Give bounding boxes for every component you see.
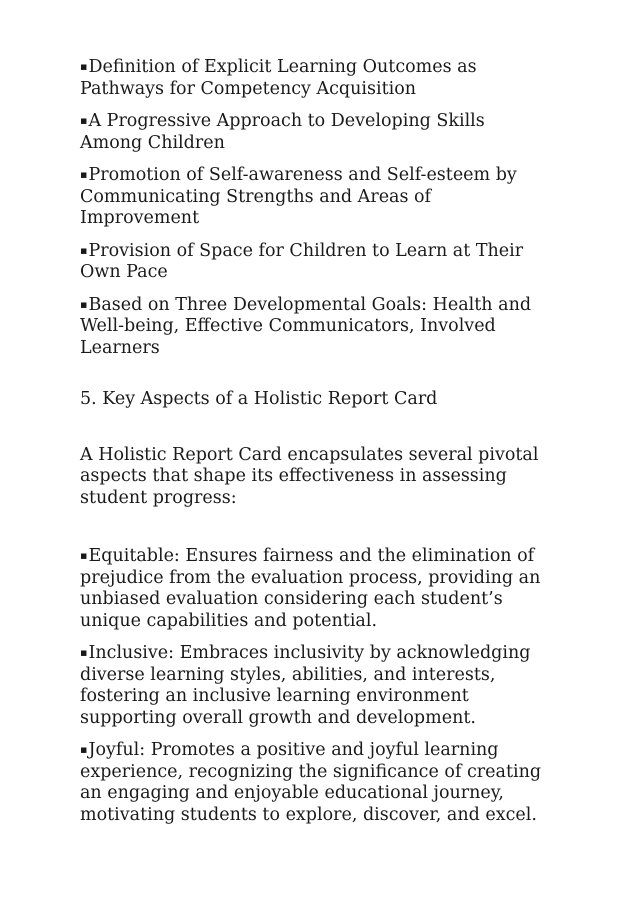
bullet-icon: ▪ [80,646,88,659]
list-item [80,240,550,284]
list-item [80,739,550,826]
list-item [80,545,550,632]
bullet-text: Inclusive: Embraces inclusivity by acknowledging diverse learning styles, abilities, and interests, fostering an inclusive learning environment supporting overall growth and development. [80,643,531,728]
intro-paragraph: A Holistic Report Card encapsulates several pivotal aspects that shape its effectiveness in assessing student progress: [80,444,539,508]
bullet-icon: ▪ [80,114,88,127]
bullet-text: Definition of Explicit Learning Outcomes as Pathways for Competency Acquisition [80,57,477,99]
bullet-text: A Progressive Approach to Developing Skills Among Children [80,111,485,153]
list-item [80,56,550,100]
bullet-icon: ▪ [80,743,88,756]
document-page [80,56,550,836]
bullet-icon: ▪ [80,60,88,73]
spacer [80,519,550,545]
section-heading: 5. Key Aspects of a Holistic Report Card [80,389,438,409]
spacer [80,421,550,445]
list-item [80,294,550,360]
bullet-text: Based on Three Developmental Goals: Health and Well-being, Effective Communicators, Involved Learners [80,294,532,358]
bullet-text: Provision of Space for Children to Learn at Their Own Pace [80,240,524,282]
bullet-icon: ▪ [80,243,88,257]
list-item [80,642,550,729]
bullet-text: Equitable: Ensures fairness and the elimination of prejudice from the evaluation process, providing an unbiased evaluation considering each student’s unique capabilities and potential. [80,546,541,631]
spacer [80,369,550,389]
bullet-text: Joyful: Promotes a positive and joyful learning experience, recognizing the significance of creating an engaging and enjoyable educational journey, motivating students to explore, discover, and excel. [80,740,542,825]
list-item [80,164,550,230]
bullet-icon: ▪ [80,549,88,562]
bullet-icon: ▪ [80,168,88,181]
bullet-icon: ▪ [80,297,88,311]
list-item [80,110,550,154]
bullet-text: Promotion of Self-awareness and Self-esteem by Communicating Strengths and Areas of Improvement [80,165,517,228]
